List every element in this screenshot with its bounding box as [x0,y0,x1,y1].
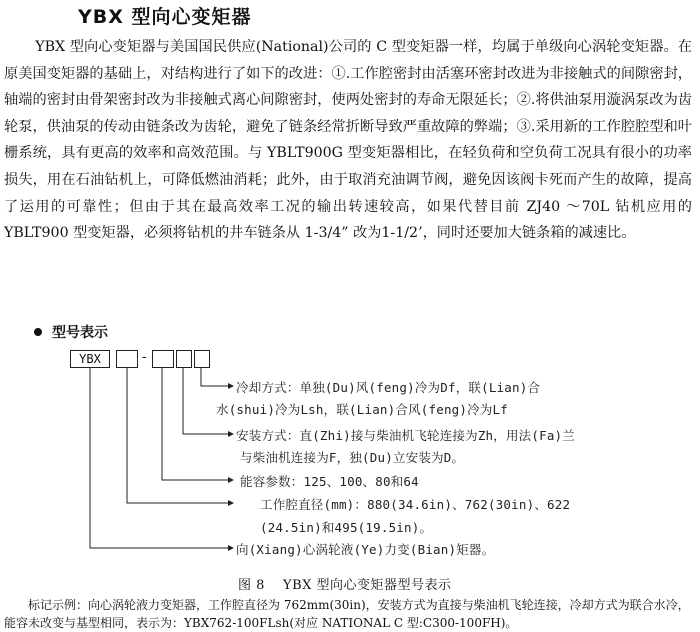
annotation-diameter-2: (24.5in)和495(19.5in)。 [260,520,433,535]
annotation-install-1: 安装方式：直(Zhi)接与柴油机飞轮连接为Zh，用法(Fa)兰 [236,428,575,443]
page-title: YBX 型向心变矩器 [78,6,252,28]
arrow-icon [228,383,234,389]
annotation-cooling-2: 水(shui)冷为Lsh，联(Lian)合风(feng)冷为Lf [216,402,508,417]
annotation-capacity: 能容参数：125、100、80和64 [240,474,419,489]
paragraph-text: YBX 型向心变矩器与美国国民供应(National)公司的 C 型变矩器一样，均属于单级向心涡轮变矩器。在原美国变矩器的基础上，对结构进行了如下的改进：①.工作腔密封由活塞环密封改进为非接触式的间隙密封，轴端的密封由骨架密封改为非接触式离心间隙密封，使两处密封的寿命无限延长；②.将供油泵用漩涡泵改为齿轮泵，供油泵的传动由链条改为齿轮，避免了链条经常折断导致严重故障的弊端；③.采用新的工作腔腔型和叶栅系统，具有更高的效率和高效范围。与 YBLT900G 型变矩器相比，在轻负荷和空负荷工况具有很小的功率损失，用在石油钻机上，可降低燃油消耗；此外，由于取消充油调节阀，避免因该阀卡死而产生的故障，提高了运用的可靠性；但由于其在最高效率工况的输出转速较高，如果代替目前 ZJ40 ～70L 钻机应用的 YBLT900 型变矩器，必须将钻机的井车链条从 1-3/4” 改为1-1/2’，同时还要加大链条箱的减速比。 [4,39,692,242]
section-heading-label: 型号表示 [52,325,108,341]
leader-line-cooling [201,368,228,386]
arrow-icon [228,545,234,551]
leader-line-prefix [90,368,228,548]
model-separator: - [142,350,147,365]
model-prefix: YBX [79,352,101,366]
annotation-install-2: 与柴油机连接为F，独(Du)立安装为D。 [240,450,465,465]
example-text: 标记示例：向心涡轮液力变矩器，工作腔直径为 762mm(30in)，安装方式为直接与柴油机飞轮连接，冷却方式为联合水冷，能容未改变与基型相同，表示为：YBX762-100FLsh(对应 NATIONAL C 型:C300-100FH)。 [4,598,690,630]
arrow-icon [228,477,234,483]
leader-line-capacity [162,368,228,480]
leader-line-diameter [127,368,228,503]
annotation-prefix: 向(Xiang)心涡轮液(Ye)力变(Bian)矩器。 [236,542,495,557]
example-paragraph [4,596,694,632]
annotation-diameter-1: 工作腔直径(mm)：880(34.6in)、762(30in)、622 [260,497,571,512]
arrow-icon [228,431,234,437]
figure-caption: 图 8 YBX 型向心变矩器型号表示 [238,578,452,593]
annotation-cooling-1: 冷却方式：单独(Du)风(feng)冷为Df，联(Lian)合 [236,380,541,395]
arrow-icon [228,500,234,506]
